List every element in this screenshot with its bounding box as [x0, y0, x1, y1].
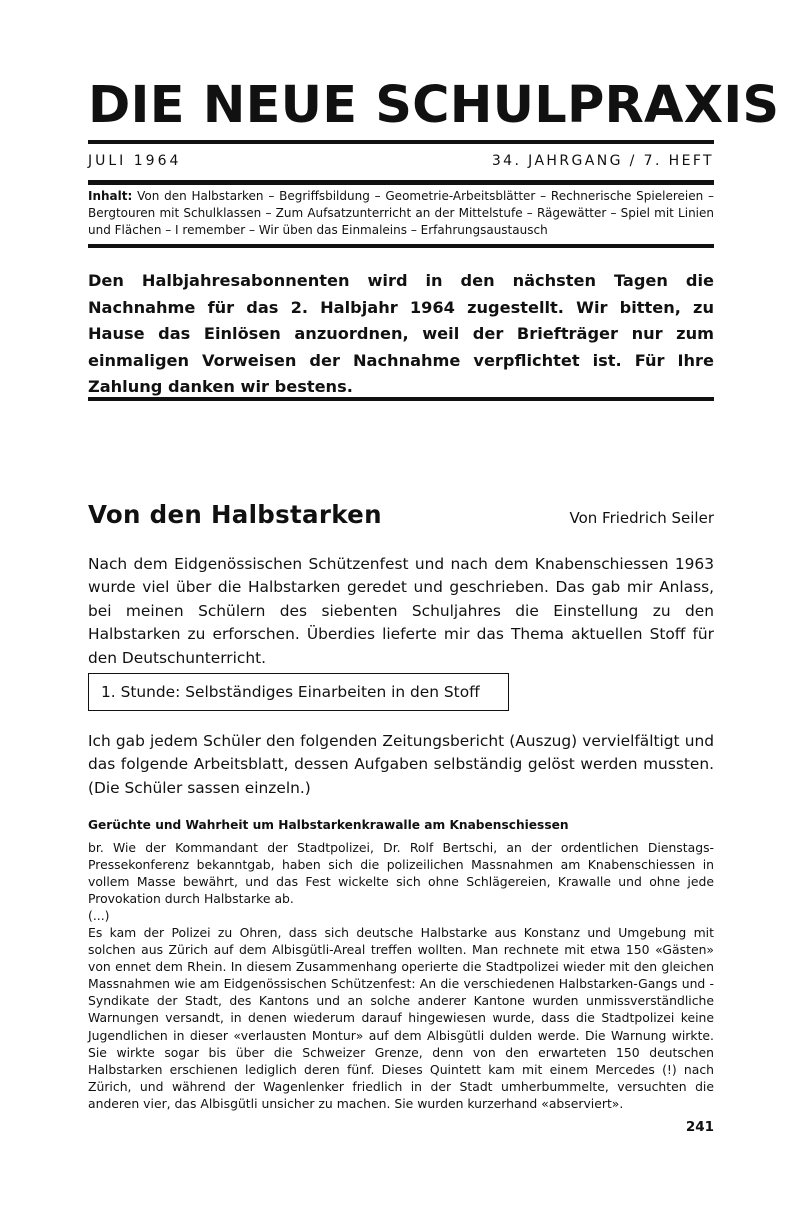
lesson-text: Ich gab jedem Schüler den folgenden Zeitungsbericht (Auszug) vervielfältigt und das folgende Arbeitsblatt, dessen Aufgaben selbständig gelöst werden mussten. (Die Schüler sassen einzeln.)	[88, 732, 714, 797]
masthead-title: DIE NEUE SCHULPRAXIS	[88, 76, 780, 135]
report-paragraph-2: Es kam der Polizei zu Ohren, dass sich deutsche Halbstarke aus Konstanz und Umgebung mit solchen aus Zürich auf dem Albisgütli-Areal treffen wollten. Man rechnete mit etwa 150 «Gästen» von ennet dem Rhein. In diesem Zusammenhang operierte die Stadtpolizei wieder mit den gleichen Massnahmen wie am Eidgenössischen Schützenfest: An die verschiedenen Halbstarken-Gangs und -Syndikate der Stadt, des Kantons und an solche anderer Kantone wurden unmissverständliche Warnungen versandt, in denen wiederum darauf hingewiesen wurde, dass die Stadtpolizei keine Jugendlichen in dieser «verlausten Montur» auf dem Albisgütli dulden werde. Die Warnung wirkte. Sie wirkte sogar bis über die Schweizer Grenze, denn von den erwarteten 150 deutschen Halbstarken erschienen lediglich deren fünf. Dieses Quintett kam mit einem Mercedes (!) nach Zürich, und während der Wagenlenker friedlich in der Stadt umherbummelte, versuchten die anderen vier, das Albisgütli unsicher zu machen. Sie wurden kurzerhand «abserviert».	[88, 925, 714, 1111]
article-intro: Nach dem Eidgenössischen Schützenfest und nach dem Knabenschiessen 1963 wurde viel über die Halbstarken geredet und geschrieben. Das gab mir Anlass, bei meinen Schülern des siebenten Schuljahres die Einstellung zu den Halbstarken zu erforschen. Überdies lieferte mir das Thema aktuellen Stoff für den Deutschunterricht.	[88, 555, 714, 667]
notice-bottom-rule	[88, 397, 714, 401]
article-header	[88, 498, 714, 538]
report-ellipsis: (...)	[88, 908, 110, 924]
contents-text: Von den Halbstarken – Begriffsbildung – Geometrie-Arbeitsblätter – Rechnerische Spielereien – Bergtouren mit Schulklassen – Zum Aufsatzunterricht an der Mittelstufe – Rägewätter – Spiel mit Linien und Flächen – I remember – Wir üben das Einmaleins – Erfahrungsaustausch	[88, 189, 714, 237]
issue-volume: 34. JAHRGANG / 7. HEFT	[491, 153, 714, 169]
issue-date: JULI 1964	[88, 153, 182, 169]
lesson-heading-box	[88, 673, 509, 711]
report-paragraph-1: br. Wie der Kommandant der Stadtpolizei, Dr. Rolf Bertschi, an der ordentlichen Dienstags-Pressekonferenz bekanntgab, haben sich die polizeilichen Massnahmen am Knabenschiessen in vollem Masse bewährt, und das Fest wickelte sich ohne Schlägereien, Krawalle und ohne jede Provokation durch Halbstarke ab.	[88, 840, 714, 907]
contents-top-rule	[88, 180, 714, 185]
page-number: 241	[685, 1119, 714, 1135]
newspaper-report	[88, 839, 714, 1112]
contents-label: Inhalt:	[88, 189, 133, 203]
article-title: Von den Halbstarken	[88, 500, 382, 529]
article-author: Von Friedrich Seiler	[569, 509, 714, 527]
table-of-contents	[88, 188, 714, 239]
subscription-notice: Den Halbjahresabonnenten wird in den nächsten Tagen die Nachnahme für das 2. Halbjahr 1964 zugestellt. Wir bitten, zu Hause das Einlösen anzuordnen, weil der Briefträger nur zum einmaligen Vorweisen der Nachnahme verpflichtet ist. Für Ihre Zahlung danken wir bestens.	[88, 271, 714, 396]
contents-bottom-rule	[88, 244, 714, 248]
masthead-rule	[88, 140, 714, 144]
report-title: Gerüchte und Wahrheit um Halbstarkenkrawalle am Knabenschiessen	[88, 818, 569, 832]
lesson-heading: 1. Stunde: Selbständiges Einarbeiten in den Stoff	[101, 683, 480, 701]
